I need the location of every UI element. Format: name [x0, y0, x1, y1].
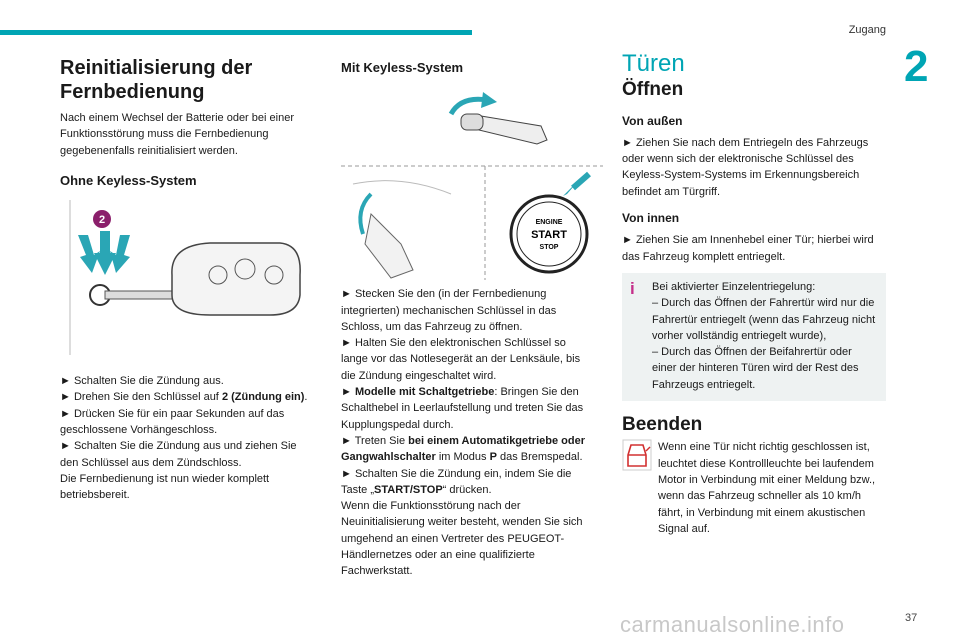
inside-text: ► Ziehen Sie am Innenhebel einer Tür; hierbei wird das Fahrzeug komplett entriegelt.: [622, 234, 874, 263]
step-hold-key: ► Halten Sie den elektronischen Schlüssel so lange vor das Notlesegerät an der Lenksäule, bis die Zündung eingeschaltet wird.: [341, 337, 581, 382]
end-text: Wenn eine Tür nicht richtig geschlossen ist, leuchtet diese Kontrollleuchte bei laufendem Motor in Verbindung mit einer Meldung bzw., wenn das Fahrzeug schneller als 10 km/h fährt, in Verbindung mit einem akustischen Signal auf.: [658, 441, 876, 535]
callout-2: 2: [98, 214, 106, 227]
result-text: Die Fernbedienung ist nun wieder komplett betriebsbereit.: [60, 472, 270, 502]
outside-text: ► Ziehen Sie nach dem Entriegeln des Fahrzeugs oder wenn sich der elektronische Schlüssel des Keyless-System-Systems im Erkennungsbereich befindet am Türgriff.: [622, 136, 869, 198]
step-turn-key: ► Drehen Sie den Schlüssel auf 2 (Zündung ein).: [60, 391, 308, 404]
column-doors: [622, 50, 886, 537]
info-line-3: – Durch das Öffnen der Beifahrertür oder einer der hinteren Türen wird der Rest des Fahrzeugs entriegelt.: [652, 346, 859, 391]
button-start-text: START: [531, 229, 567, 242]
ignition-key-illustration: [60, 195, 310, 365]
page-number: 37: [905, 612, 918, 624]
subhead-no-keyless: Ohne Keyless-System: [60, 172, 197, 188]
reinit-title: Reinitialisierung der Fernbedienung: [60, 57, 253, 103]
chapter-number: 2: [904, 42, 929, 91]
end-heading: Beenden: [622, 414, 703, 436]
info-line-2: – Durch das Öffnen der Fahrertür wird nur die Fahrertür entriegelt (wenn das Fahrzeug nicht vorher vollständig entriegelt wurde),: [652, 297, 876, 342]
doors-title: Türen: [622, 50, 685, 77]
watermark: carmanualsonline.info: [620, 612, 845, 637]
reinit-intro: Nach einem Wechsel der Batterie oder bei einer Funktionsstörung muss die Fernbedienung gegebenenfalls reinitialisiert werden.: [60, 112, 294, 157]
dealer-note: Wenn die Funktionsstörung nach der Neuinitialisierung weiter besteht, wenden Sie sich umgehend an einen Vertreter des PEUGEOT-Händlernetzes oder an eine qualifizierte Fachwerkstatt.: [341, 500, 583, 578]
step-start-stop: ► Schalten Sie die Zündung ein, indem Sie die Taste „START/STOP“ drücken.: [341, 467, 572, 496]
end-block: [622, 439, 886, 537]
remote-key-icon: [172, 243, 300, 315]
section-label: Zugang: [848, 24, 886, 36]
door-open-warning-icon: [622, 439, 652, 471]
step-remove-key: ► Schalten Sie die Zündung aus und ziehen Sie den Schlüssel aus dem Zündschloss.: [60, 440, 297, 469]
press-arrows-icon: [78, 231, 130, 275]
hand-icon: [365, 214, 413, 278]
inside-heading: Von innen: [622, 211, 680, 226]
open-heading: Öffnen: [622, 79, 684, 101]
column-keyless: [341, 56, 591, 580]
step-automatic: ► Treten Sie bei einem Automatikgetriebe oder Gangwahlschalter im Modus P das Bremspedal.: [341, 434, 585, 464]
button-engine-text: ENGINE: [535, 219, 563, 227]
info-line-1: Bei aktivierter Einzelentriegelung:: [652, 280, 816, 293]
step-manual: ► Modelle mit Schaltgetriebe: Bringen Sie den Schalthebel in Leerlaufstellung und treten Sie das Kupplungspedal durch.: [341, 386, 584, 431]
subhead-keyless: Mit Keyless-System: [341, 60, 464, 75]
keyless-illustration: [341, 84, 591, 280]
top-accent-bar: [0, 30, 472, 35]
button-stop-text: STOP: [539, 244, 559, 252]
step-insert-key: ► Stecken Sie den (in der Fernbedienung integrierten) mechanischen Schlüssel in das Schloss, um das Fahrzeug zu öffnen.: [341, 288, 557, 333]
step-ignition-off: ► Schalten Sie die Zündung aus.: [60, 375, 224, 388]
outside-heading: Von außen: [622, 113, 683, 128]
info-icon: i: [630, 278, 635, 298]
info-box: [622, 273, 886, 401]
column-reinitialisation: [60, 56, 310, 504]
step-press-lock: ► Drücken Sie für ein paar Sekunden auf das geschlossene Vorhängeschloss.: [60, 407, 285, 437]
